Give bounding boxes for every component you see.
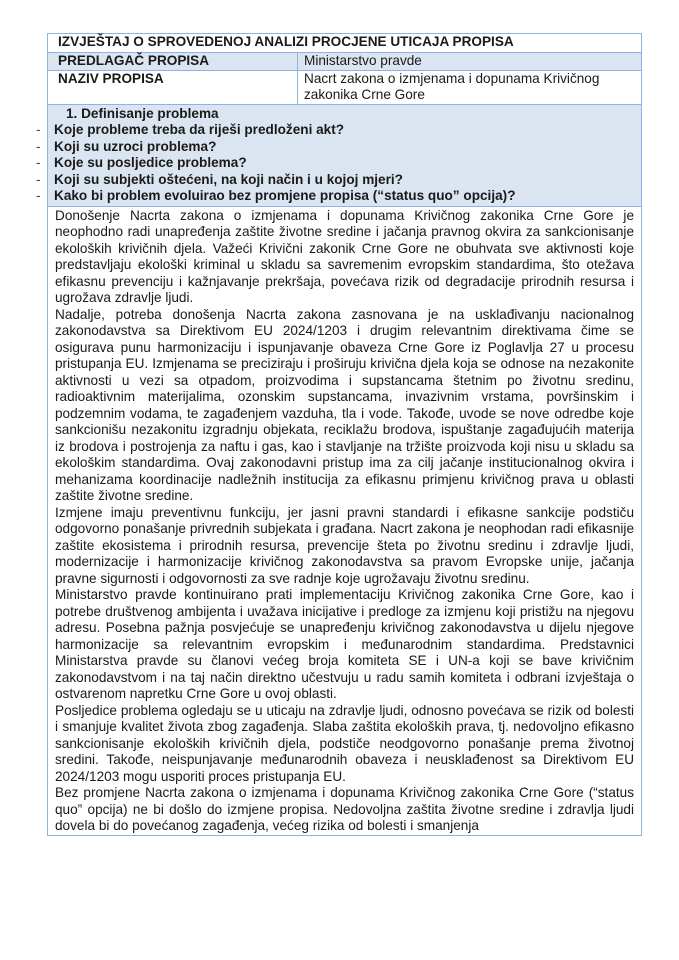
body-paragraph: Nadalje, potreba donošenja Nacrta zakona zasnovana je na usklađivanju nacionalnog zakonodavstva sa Direktivom EU 2024/1203 i drugim relevantnim direktivama čime se osigurava punu harmonizaciju i ispunjavanje obaveza Crne Gore iz Poglavlja 27 u procesu pristupanja EU. Izmjenama se preciziraju i proširuju krivična djela koja se odnose na nezakonite aktivnosti u vezi sa otpadom, proizvodima i supstancama štetnim po životnu sredinu, radioaktivnim materijalima, ozonskim supstancama, invazivnim vrstama, površinskim i podzemnim vodama, te zagađenjem vazduha, tla i vode. Takođe, uvode se nove odredbe koje sankcionišu nezakonitu izgradnju objekata, reciklažu brodova, ispuštanje zagađujućih materija iz brodova i postrojenja za naftu i gas, kao i stavljanje na tržište proizvoda koji nisu u skladu sa ekološkim standardima. Ovaj zakonodavni pristup ima za cilj jačanje institucionalnog okvira i mehanizama koordinacije nadležnih institucija za efikasnu primjenu krivičnog prava u oblasti zaštite životne sredine. [55,306,635,503]
report-title: IZVJEŠTAJ O SPROVEDENOJ ANALIZI PROCJENE UTICAJA PROPISA [48,34,642,53]
section-title: 1. Definisanje problema [66,105,219,121]
dash-bullet-icon: - [36,188,41,203]
question-item: - Kako bi problem evoluirao bez promjene propisa (“status quo” opcija)? [36,188,516,203]
section-header-row [48,104,642,206]
body-paragraph: Donošenje Nacrta zakona o izmjenama i dopunama Krivičnog zakonika Crne Gore je neophodno radi unapređenja zaštite životne sredine i jačanja pravnog okvira za sankcionisanje ekoloških krivičnih djela. Važeći Krivični zakonik Crne Gore ne obuhvata sve aktivnosti koje predstavljaju ekološki kriminal u skladu sa savremenim evropskim standardima, što otežava efikasnu prevenciju i kažnjavanje prekršaja, povećava rizik od degradacije prirodnih resursa i ugrožava zdravlje ljudi. [55,207,635,305]
dash-bullet-icon: - [36,122,41,137]
body-paragraph: Ministarstvo pravde kontinuirano prati implementaciju Krivičnog zakonika Crne Gore, kao i potrebe društvenog ambijenta i uvažava inicijative i predloge za izmjenu koji pristižu na njegovu adresu. Posebna pažnja posvjećuje se unapređenju krivičnog zakonodavstva u dijelu njegove harmonizacije sa relevantnim evropskim i međunarodnim standardima. Predstavnici Ministarstva pravde su članovi većeg broja komiteta SE i UN-a koji se bave krivičnim zakonodavstvom i na taj način direktno učestvuju u radu samih komiteta i odbrani izvještaja o ostvarenom napretku Crne Gore u ovoj oblasti. [55,587,635,701]
dash-bullet-icon: - [36,138,41,154]
impact-assessment-table [36,33,642,836]
proposer-value: Ministarstvo pravde [298,53,642,71]
question-list [36,122,635,205]
dash-bullet-icon: - [36,171,41,187]
proposer-label: PREDLAGAČ PROPISA [48,53,298,71]
regulation-name-label: NAZIV PROPISA [48,70,298,104]
question-item: - Koje probleme treba da riješi predloženi akt? [36,122,345,137]
regulation-name-row [48,70,642,104]
question-item: - Koji su subjekti oštećeni, na koji način i u kojoj mjeri? [36,171,403,187]
section-body [48,206,642,835]
title-row [48,34,642,53]
question-item: - Koji su uzroci problema? [36,138,217,154]
proposer-row [48,53,642,71]
question-item: - Koje su posljedice problema? [36,155,247,170]
section-header [36,104,642,206]
body-paragraph: Posljedice problema ogledaju se u uticaju na zdravlje ljudi, odnosno povećava se rizik od bolesti i smanjuje kvalitet života zbog zagađenja. Slaba zaštita ekoloških prava, tj. nedovoljno efikasno sankcionisanje ekoloških krivičnih djela, podstiče neodgovorno ponašanje prema životnoj sredini. Takođe, neispunjavanje međunarodnih obaveza i neusklađenost sa Direktivom EU 2024/1203 mogu usporiti proces pristupanja EU. [55,702,635,784]
report-page [36,33,641,836]
body-paragraph: Bez promjene Nacrta zakona o izmjenama i dopunama Krivičnog zakonika Crne Gore (“status quo” opcija) ne bi došlo do izmjene propisa. Nedovoljna zaštita životne sredine i zdravlja ljudi dovela bi do povećanog zagađenja, većeg rizika od bolesti i smanjenja [55,785,635,833]
regulation-name-value: Nacrt zakona o izmjenama i dopunama Krivičnog zakonika Crne Gore [298,70,642,104]
dash-bullet-icon: - [36,155,41,170]
body-paragraph: Izmjene imaju preventivnu funkciju, jer jasni pravni standardi i efikasne sankcije podstiču odgovorno ponašanje privrednih subjekata i građana. Nacrt zakona je neophodan radi efikasnije zaštite ekosistema i prirodnih resursa, prevencije šteta po životnu sredinu i zdravlje ljudi, modernizacije i harmonizacije krivičnog zakonodavstva sa pravom Evropske unije, jačanja pravne sigurnosti i odgovornosti za sve radnje koje ugrožavaju životnu sredinu. [55,504,635,586]
body-row [48,206,642,835]
